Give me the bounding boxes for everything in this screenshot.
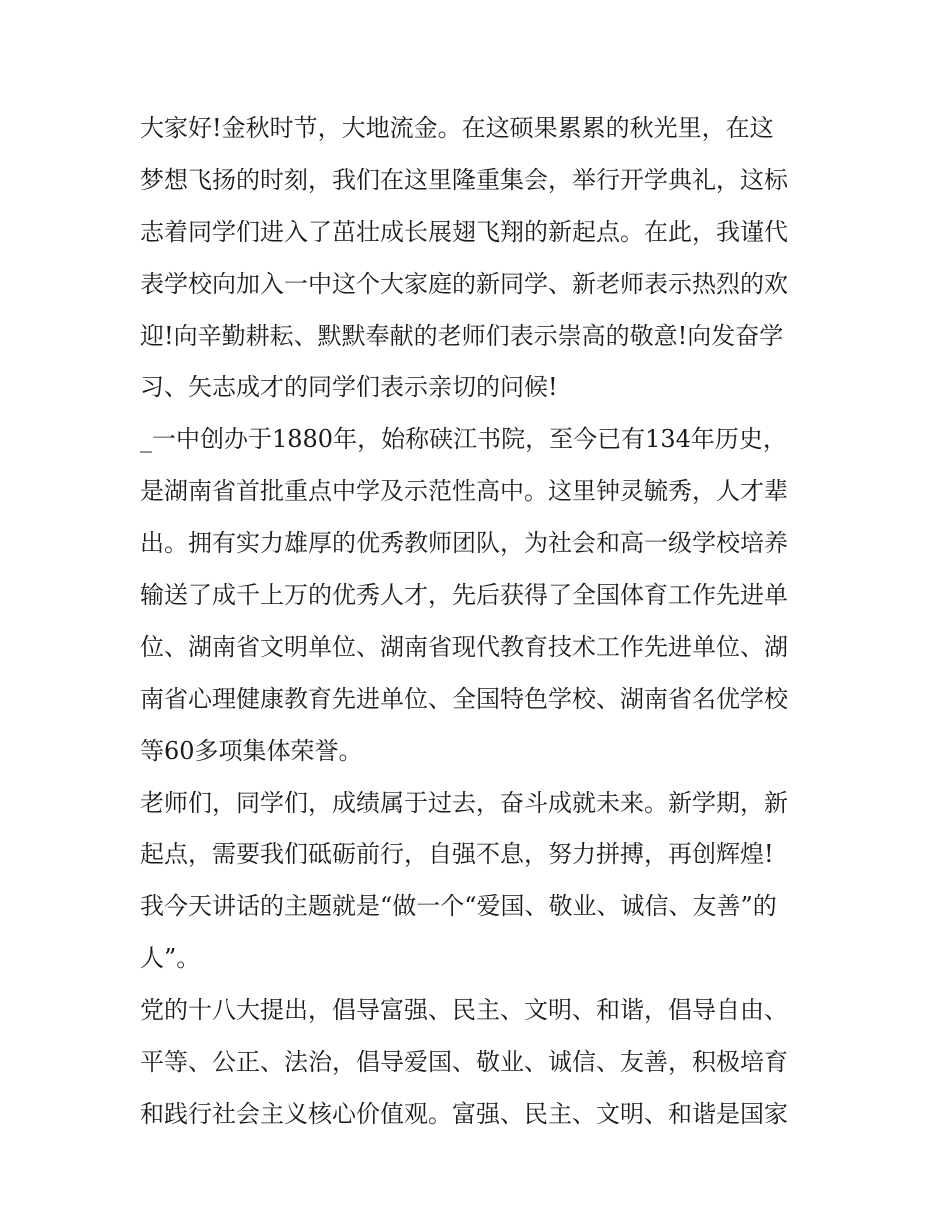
document-body xyxy=(140,103,820,1141)
text-line-20: 和践行社会主义核心价值观。富强、民主、文明、和谐是国家 xyxy=(140,1099,788,1128)
text-line-1: 大家好!金秋时节，大地流金。在这硕果累累的秋光里，在这 xyxy=(140,114,774,142)
text-line-8: 是湖南省首批重点中学及示范性高中。这里钟灵毓秀，人才辈 xyxy=(140,477,788,506)
text-line-7: _一中创办于1880年，始称硖江书院，至今已有134年历史， xyxy=(140,425,787,454)
text-line-9: 出。拥有实力雄厚的优秀教师团队，为社会和高一级学校培养 xyxy=(140,529,788,558)
text-line-13: 等60多项集体荣誉。 xyxy=(140,736,363,765)
text-line-14: 老师们，同学们，成绩属于过去，奋斗成就未来。新学期，新 xyxy=(140,788,788,817)
text-line-17: 人”。 xyxy=(140,944,201,973)
text-line-4: 表学校向加入一中这个大家庭的新同学、新老师表示热烈的欢 xyxy=(140,269,788,298)
text-line-5: 迎!向辛勤耕耘、默默奉献的老师们表示崇高的敬意!向发奋学 xyxy=(140,321,784,350)
text-line-19: 平等、公正、法治，倡导爱国、敬业、诚信、友善，积极培育 xyxy=(140,1048,788,1077)
text-line-3: 志着同学们进入了茁壮成长展翅飞翔的新起点。在此，我谨代 xyxy=(140,217,788,246)
text-line-11: 位、湖南省文明单位、湖南省现代教育技术工作先进单位、湖 xyxy=(140,632,788,661)
text-line-10: 输送了成千上万的优秀人才，先后获得了全国体育工作先进单 xyxy=(140,581,788,610)
text-line-15: 起点，需要我们砥砺前行，自强不息，努力拼搏，再创辉煌! xyxy=(140,840,774,869)
text-line-6: 习、矢志成才的同学们表示亲切的问候! xyxy=(140,373,558,402)
text-line-18: 党的十八大提出，倡导富强、民主、文明、和谐，倡导自由、 xyxy=(140,996,788,1025)
text-line-16: 我今天讲话的主题就是“做一个“爱国、敬业、诚信、友善”的 xyxy=(140,892,777,921)
text-line-2: 梦想飞扬的时刻，我们在这里隆重集会，举行开学典礼，这标 xyxy=(140,165,788,194)
text-line-12: 南省心理健康教育先进单位、全国特色学校、湖南省名优学校 xyxy=(140,684,788,713)
